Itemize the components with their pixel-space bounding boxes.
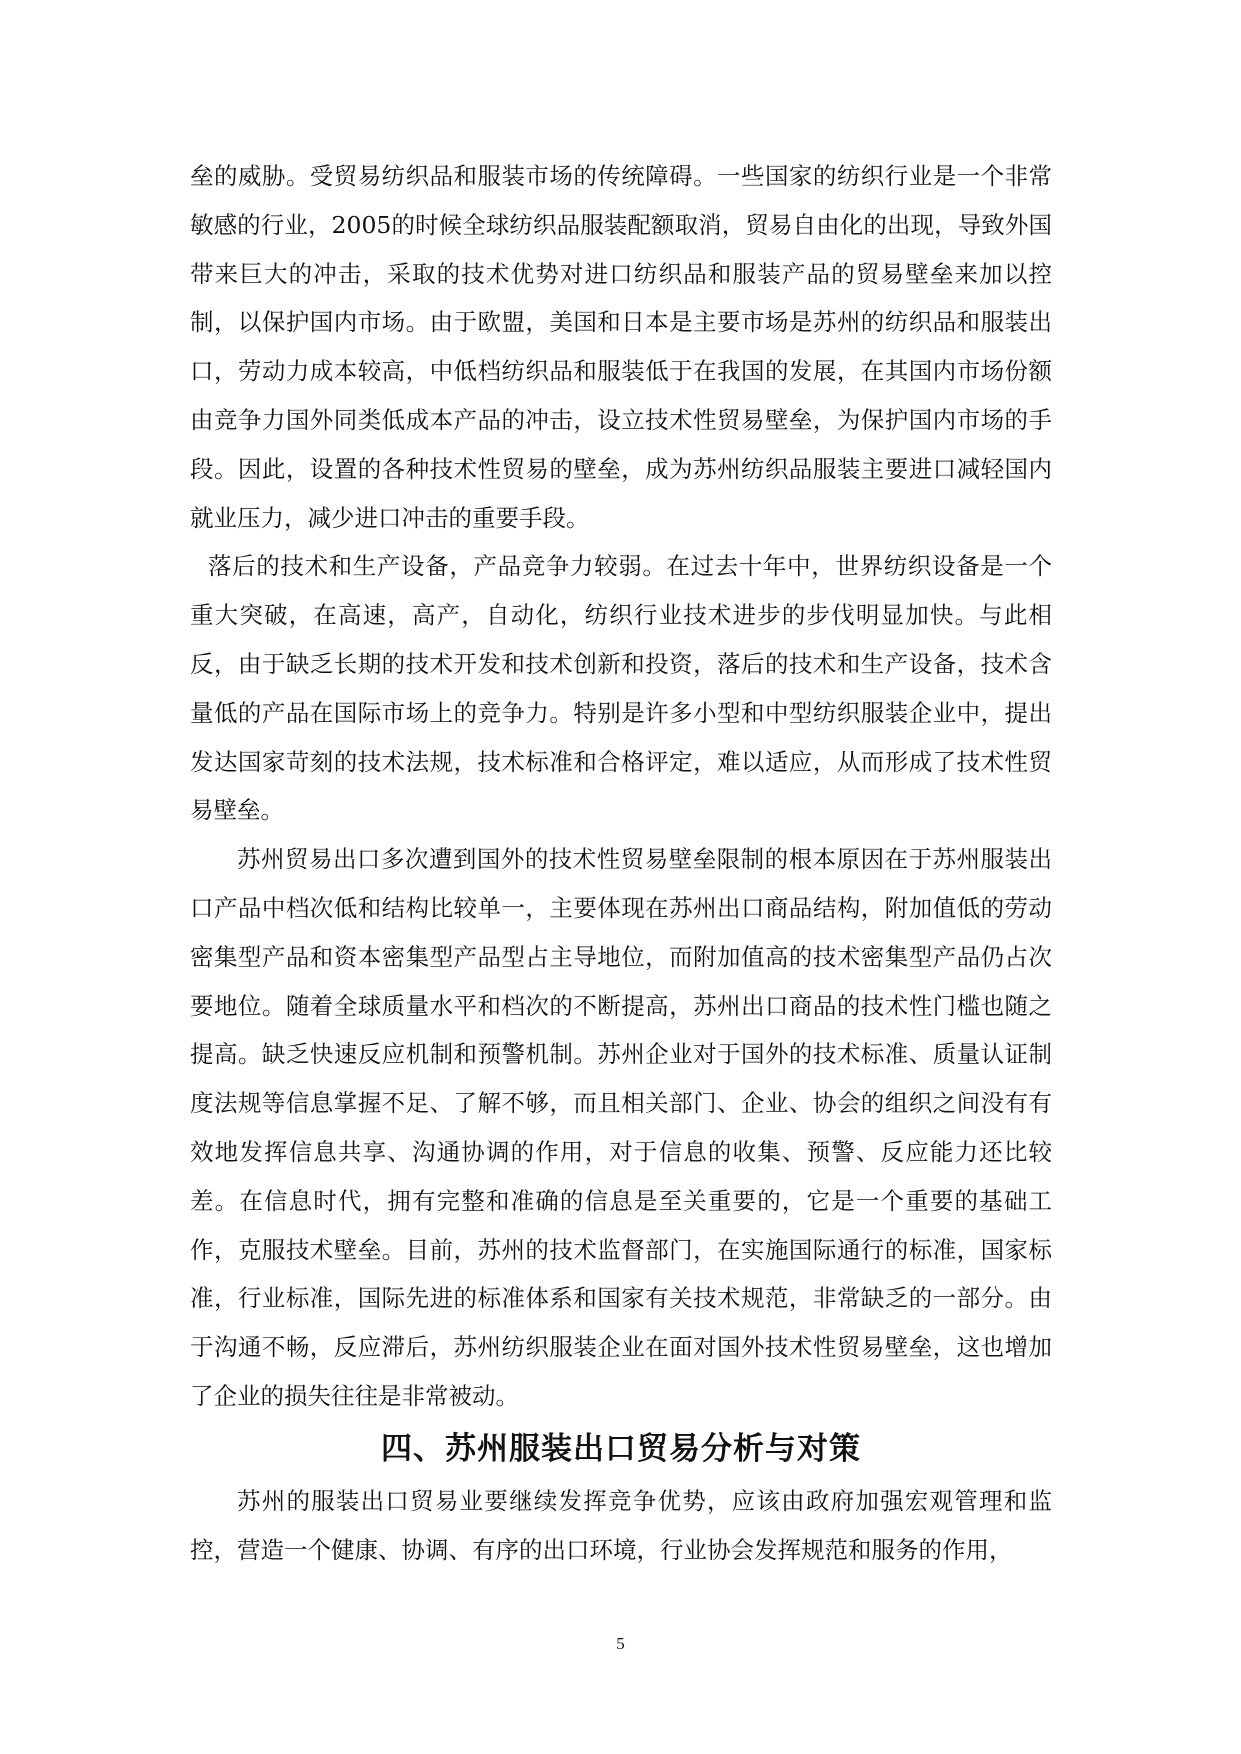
- page-body: [190, 152, 1052, 1574]
- page-number: 5: [616, 1634, 625, 1653]
- section-heading: 四、苏州服装出口贸易分析与对策: [381, 1430, 861, 1467]
- paragraph-section-intro: 苏州的服装出口贸易业要继续发挥竞争优势，应该由政府加强宏观管理和监控，营造一个健康、协调、有序的出口环境，行业协会发挥规范和服务的作用，: [190, 1486, 1052, 1564]
- paragraph-continued: 垒的威胁。受贸易纺织品和服装市场的传统障碍。一些国家的纺织行业是一个非常敏感的行业，2005的时候全球纺织品服装配额取消，贸易自由化的出现，导致外国带来巨大的冲击，采取的技术优势对进口纺织品和服装产品的贸易壁垒来加以控制，以保护国内市场。由于欧盟，美国和日本是主要市场是苏州的纺织品和服装出口，劳动力成本较高，中低档纺织品和服装低于在我国的发展，在其国内市场份额由竞争力国外同类低成本产品的冲击，设立技术性贸易壁垒，为保护国内市场的手段。因此，设置的各种技术性贸易的壁垒，成为苏州纺织品服装主要进口减轻国内就业压力，减少进口冲击的重要手段。: [190, 162, 1052, 532]
- paragraph-outdated-technology: 落后的技术和生产设备，产品竞争力较弱。在过去十年中，世界纺织设备是一个重大突破，在高速，高产，自动化，纺织行业技术进步的步伐明显加快。与此相反，由于缺乏长期的技术开发和技术创新和投资，落后的技术和生产设备，技术含量低的产品在国际市场上的竞争力。特别是许多小型和中型纺织服装企业中，提出发达国家苛刻的技术法规，技术标准和合格评定，难以适应，从而形成了技术性贸易壁垒。: [190, 552, 1052, 825]
- paragraph-root-causes: 苏州贸易出口多次遭到国外的技术性贸易壁垒限制的根本原因在于苏州服装出口产品中档次低和结构比较单一，主要体现在苏州出口商品结构，附加值低的劳动密集型产品和资本密集型产品型占主导地位，而附加值高的技术密集型产品仍占次要地位。随着全球质量水平和档次的不断提高，苏州出口商品的技术性门槛也随之提高。缺乏快速反应机制和预警机制。苏州企业对于国外的技术标准、质量认证制度法规等信息掌握不足、了解不够，而且相关部门、企业、协会的组织之间没有有效地发挥信息共享、沟通协调的作用，对于信息的收集、预警、反应能力还比较差。在信息时代，拥有完整和准确的信息是至关重要的，它是一个重要的基础工作，克服技术壁垒。目前，苏州的技术监督部门，在实施国际通行的标准，国家标准，行业标准，国际先进的标准体系和国家有关技术规范，非常缺乏的一部分。由于沟通不畅，反应滞后，苏州纺织服装企业在面对国外技术性贸易壁垒，这也增加了企业的损失往往是非常被动。: [190, 845, 1052, 1410]
